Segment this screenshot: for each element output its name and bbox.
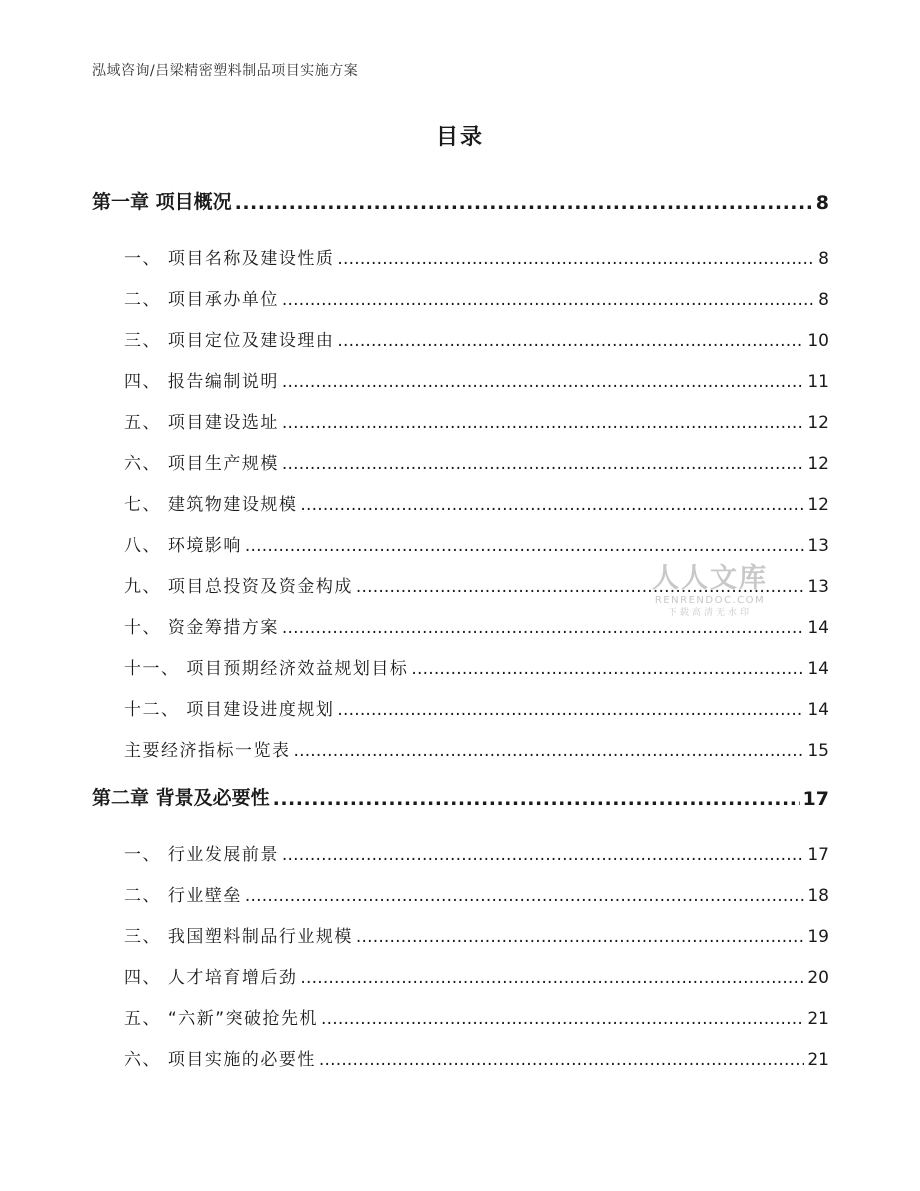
toc-dot-leader	[273, 788, 800, 810]
toc-entry-label: 六、 项目生产规模	[124, 454, 279, 474]
toc-entry-label: 第一章 项目概况	[92, 191, 232, 213]
toc-page-number: 14	[807, 659, 829, 679]
toc-entry-label: 十二、 项目建设进度规划	[124, 700, 335, 720]
toc-dot-leader	[282, 290, 815, 310]
page-header: 泓域咨询/吕梁精密塑料制品项目实施方案	[92, 63, 359, 79]
toc-section-entry[interactable]	[92, 824, 829, 865]
toc-page-number: 11	[807, 372, 829, 392]
toc-page-number: 8	[818, 290, 829, 310]
toc-section-entry[interactable]	[92, 597, 829, 638]
toc-page-number: 14	[807, 618, 829, 638]
toc-dot-leader	[337, 331, 804, 351]
toc-entry-label: 一、 行业发展前景	[124, 845, 279, 865]
toc-dot-leader	[337, 249, 815, 269]
toc-dot-leader	[282, 618, 804, 638]
toc-section-entry[interactable]	[92, 947, 829, 988]
toc-page-number: 20	[807, 968, 829, 988]
toc-section-entry[interactable]	[92, 638, 829, 679]
toc-dot-leader	[300, 495, 804, 515]
watermark-url-text: RENRENDOC.COM	[654, 595, 766, 606]
toc-entry-label: 主要经济指标一览表	[124, 741, 291, 761]
toc-page-number: 13	[807, 536, 829, 556]
toc-dot-leader	[294, 741, 805, 761]
toc-entry-label: 八、 环境影响	[124, 536, 242, 556]
toc-entry-label: 二、 项目承办单位	[124, 290, 279, 310]
toc-page-number: 19	[807, 927, 829, 947]
toc-dot-leader	[356, 927, 804, 947]
toc-dot-leader	[411, 659, 804, 679]
toc-entry-label: 二、 行业壁垒	[124, 886, 242, 906]
toc-section-entry[interactable]	[92, 228, 829, 269]
toc-dot-leader	[282, 454, 804, 474]
toc-title: 目录	[435, 125, 484, 150]
toc-dot-leader	[245, 536, 804, 556]
toc-page-number: 21	[807, 1009, 829, 1029]
toc-section-entry[interactable]	[92, 310, 829, 351]
toc-page-number: 18	[807, 886, 829, 906]
toc-dot-leader	[319, 1050, 804, 1070]
toc-section-entry[interactable]	[92, 679, 829, 720]
toc-section-entry[interactable]	[92, 392, 829, 433]
toc-section-entry[interactable]	[92, 515, 829, 556]
toc-page-number: 12	[807, 413, 829, 433]
toc-entry-label: 五、 项目建设选址	[124, 413, 279, 433]
toc-entry-label: 三、 项目定位及建设理由	[124, 331, 335, 351]
toc-dot-leader	[300, 968, 804, 988]
toc-dot-leader	[337, 700, 804, 720]
toc-chapter-entry[interactable]	[92, 174, 829, 214]
toc-entry-label: 七、 建筑物建设规模	[124, 495, 298, 515]
toc-entry-label: 六、 项目实施的必要性	[124, 1050, 316, 1070]
toc-section-entry[interactable]	[92, 269, 829, 310]
toc-page-number: 8	[818, 249, 829, 269]
toc-dot-leader	[356, 577, 804, 597]
toc-section-entry[interactable]	[92, 1029, 829, 1070]
table-of-contents	[92, 174, 829, 1070]
toc-page-number: 8	[815, 192, 829, 214]
toc-section-entry[interactable]	[92, 351, 829, 392]
toc-page-number: 17	[802, 788, 829, 810]
toc-dot-leader	[235, 192, 813, 214]
toc-entry-label: 九、 项目总投资及资金构成	[124, 577, 353, 597]
toc-entry-label: 四、 人才培育增后劲	[124, 968, 298, 988]
toc-page-number: 21	[807, 1050, 829, 1070]
toc-entry-label: 三、 我国塑料制品行业规模	[124, 927, 353, 947]
toc-dot-leader	[282, 413, 804, 433]
toc-section-entry[interactable]	[92, 556, 829, 597]
toc-dot-leader	[245, 886, 804, 906]
toc-page-number: 13	[807, 577, 829, 597]
toc-page-number: 12	[807, 454, 829, 474]
toc-dot-leader	[321, 1009, 804, 1029]
toc-page-number: 15	[807, 741, 829, 761]
toc-section-entry[interactable]	[92, 720, 829, 761]
toc-page-number: 10	[807, 331, 829, 351]
toc-dot-leader	[282, 372, 804, 392]
toc-section-entry[interactable]	[92, 988, 829, 1029]
toc-entry-label: 十一、 项目预期经济效益规划目标	[124, 659, 409, 679]
toc-dot-leader	[282, 845, 804, 865]
toc-page-number: 12	[807, 495, 829, 515]
toc-section-entry[interactable]	[92, 865, 829, 906]
toc-chapter-entry[interactable]	[92, 770, 829, 810]
toc-entry-label: 十、 资金筹措方案	[124, 618, 279, 638]
watermark-main-text: 人人文库	[652, 563, 768, 594]
toc-entry-label: 第二章 背景及必要性	[92, 787, 270, 809]
toc-section-entry[interactable]	[92, 906, 829, 947]
toc-page-number: 14	[807, 700, 829, 720]
watermark-slogan-text: 下载高清无水印	[667, 608, 752, 618]
toc-section-entry[interactable]	[92, 433, 829, 474]
toc-entry-label: 一、 项目名称及建设性质	[124, 249, 335, 269]
toc-page-number: 17	[807, 845, 829, 865]
toc-section-entry[interactable]	[92, 474, 829, 515]
toc-entry-label: 四、 报告编制说明	[124, 372, 279, 392]
toc-entry-label: 五、 “六新”突破抢先机	[124, 1009, 319, 1029]
